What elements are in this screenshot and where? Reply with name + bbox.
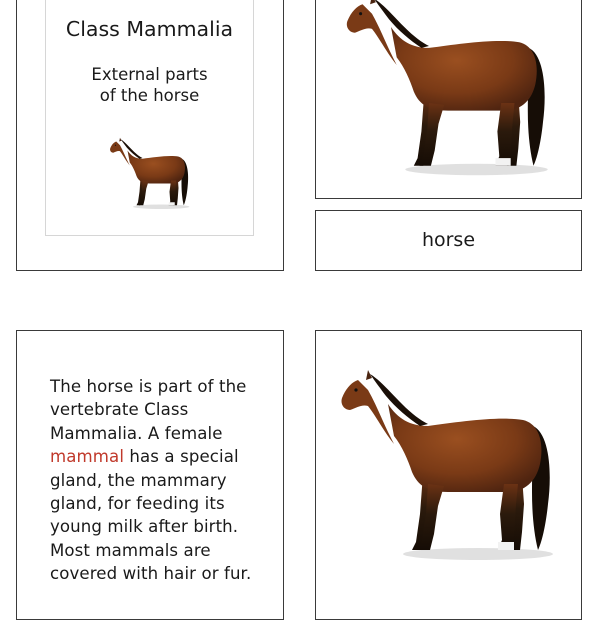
picture-card-top: [315, 0, 582, 199]
description-card: [16, 330, 284, 620]
cover-subtitle-line2: of the horse: [99, 86, 200, 105]
horse-picture-bottom: [328, 359, 568, 569]
description-before: The horse is part of the vertebrate Class Mammalia. A female: [50, 377, 247, 443]
horse-icon: [105, 133, 195, 213]
cover-title: Class Mammalia: [65, 17, 234, 41]
cover-inner-frame: [45, 0, 254, 236]
cover-subtitle: [46, 64, 253, 106]
description-text: [50, 375, 278, 586]
cover-card: [16, 0, 284, 271]
description-highlight: mammal: [50, 447, 125, 467]
description-after: has a special gland, the mammary gland, for feeding its young milk after birth. Most mammals are covered with hair or fur.: [50, 447, 252, 584]
label-text: horse: [421, 229, 476, 251]
cover-subtitle-line1: External parts: [91, 65, 208, 84]
picture-card-bottom: [315, 330, 582, 620]
horse-picture-top: [328, 0, 568, 179]
label-card: [315, 210, 582, 271]
